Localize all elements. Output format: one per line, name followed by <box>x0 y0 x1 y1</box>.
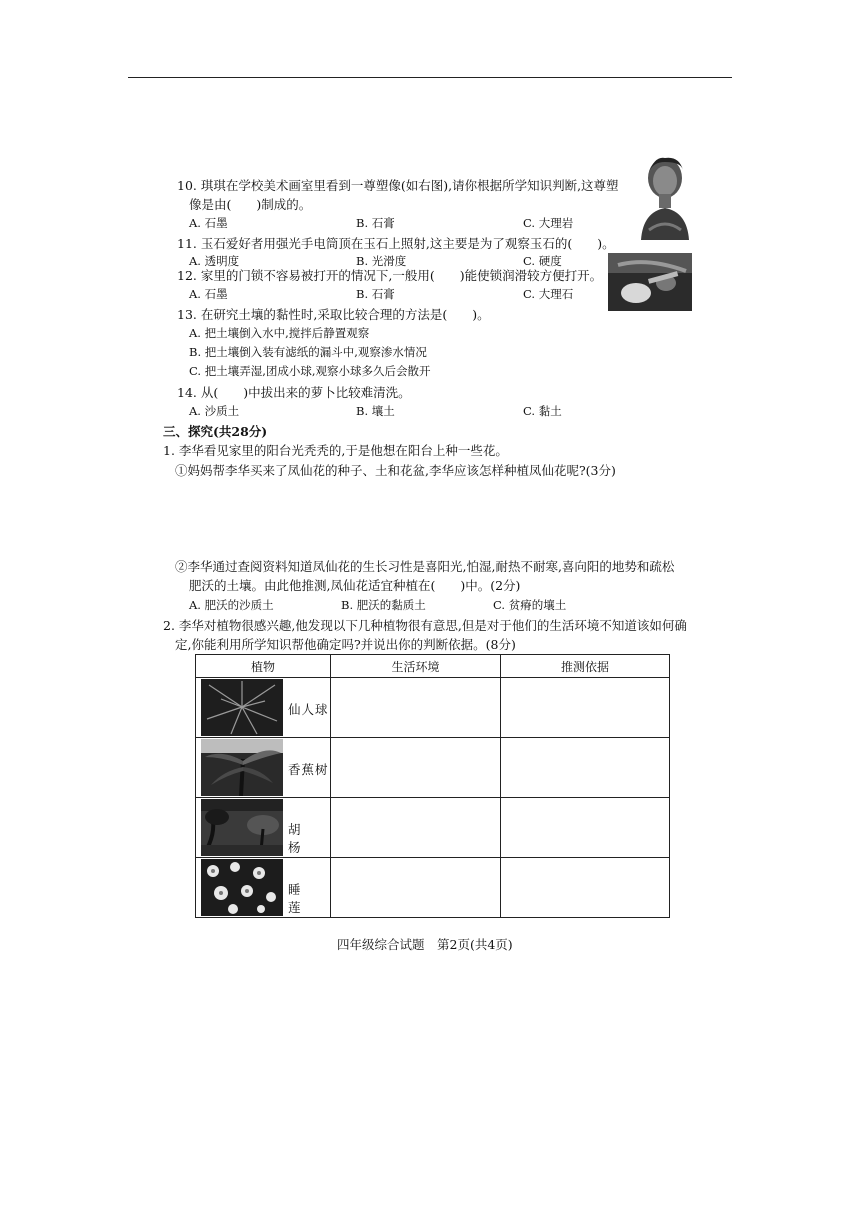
q10-stem-line1: 10. 琪琪在学校美术画室里看到一尊塑像(如右图),请你根据所学知识判断,这尊塑 <box>177 178 619 193</box>
q11-stem: 11. 玉石爱好者用强光手电筒顶在玉石上照射,这主要是为了观察玉石的( )。 <box>177 236 615 251</box>
problem-1-sub2-line1: ②李华通过查阅资料知道凤仙花的生长习性是喜阳光,怕湿,耐热不耐寒,喜向阳的地势和疏松 <box>175 559 675 574</box>
q13-option-c: C. 把土壤弄湿,团成小球,观察小球多久后会散开 <box>189 364 431 378</box>
banana-tree-photo <box>201 739 283 796</box>
header-plant: 植物 <box>196 655 331 678</box>
answer-cell-environment[interactable] <box>331 858 501 918</box>
lock-photo <box>608 253 692 311</box>
answer-cell-environment[interactable] <box>331 798 501 858</box>
answer-cell-basis[interactable] <box>501 858 670 918</box>
problem-1-sub2-line2: 肥沃的土壤。由此他推测,凤仙花适宜种植在( )中。(2分) <box>189 578 521 593</box>
problem-2-line2: 定,你能利用所学知识帮他确定吗?并说出你的判断依据。(8分) <box>175 637 516 652</box>
page-footer: 四年级综合试题 第2页(共4页) <box>337 937 513 952</box>
plant-cell-poplar <box>196 798 338 858</box>
q14-option-c: C. 黏土 <box>523 404 562 418</box>
q14-stem: 14. 从( )中拔出来的萝卜比较难清洗。 <box>177 385 411 400</box>
answer-cell-environment[interactable] <box>331 738 501 798</box>
q13-option-a: A. 把土壤倒入水中,搅拌后静置观察 <box>189 326 370 340</box>
q13-stem: 13. 在研究土壤的黏性时,采取比较合理的方法是( )。 <box>177 307 490 322</box>
plant-name-poplar: 胡 杨 <box>288 822 338 855</box>
plant-name-cactus: 仙人球 <box>288 702 329 717</box>
section-3-title: 三、探究(共28分) <box>163 424 268 439</box>
plant-name-banana: 香蕉树 <box>288 762 329 777</box>
plant-cell-banana <box>196 738 331 798</box>
header-basis: 推测依据 <box>501 655 670 678</box>
q10-option-b: B. 石膏 <box>356 216 395 230</box>
problem-1-sub1: ①妈妈帮李华买来了凤仙花的种子、土和花盆,李华应该怎样种植凤仙花呢?(3分) <box>175 463 616 478</box>
problem-1-sub2-option-b: B. 肥沃的黏质土 <box>341 598 426 612</box>
q11-option-c: C. 硬度 <box>523 254 562 268</box>
table-row <box>196 798 670 858</box>
q12-stem: 12. 家里的门锁不容易被打开的情况下,一般用( )能使锁润滑较方便打开。 <box>177 268 603 283</box>
q11-option-b: B. 光滑度 <box>356 254 407 268</box>
table-row <box>196 858 670 918</box>
statue-photo <box>635 154 691 240</box>
q10-option-c: C. 大理岩 <box>523 216 574 230</box>
problem-1-sub2-option-a: A. 肥沃的沙质土 <box>189 598 274 612</box>
top-rule <box>128 77 732 78</box>
q13-option-b: B. 把土壤倒入装有滤纸的漏斗中,观察渗水情况 <box>189 345 427 359</box>
q14-option-b: B. 壤土 <box>356 404 395 418</box>
table-row <box>196 678 670 738</box>
q12-option-b: B. 石膏 <box>356 287 395 301</box>
plant-cell-cactus <box>196 678 331 738</box>
answer-cell-basis[interactable] <box>501 738 670 798</box>
header-environment: 生活环境 <box>331 655 501 678</box>
table-header-row <box>196 655 670 678</box>
plant-cell-waterlily <box>196 858 338 918</box>
cactus-photo <box>201 679 283 736</box>
q11-option-a: A. 透明度 <box>189 254 240 268</box>
q12-option-c: C. 大理石 <box>523 287 574 301</box>
problem-2-line1: 2. 李华对植物很感兴趣,他发现以下几种植物很有意思,但是对于他们的生活环境不知道该如何确 <box>163 618 687 633</box>
q10-stem-line2: 像是由( )制成的。 <box>189 197 312 212</box>
q14-option-a: A. 沙质土 <box>189 404 240 418</box>
plant-environment-table <box>195 654 670 918</box>
table-row <box>196 738 670 798</box>
q12-option-a: A. 石墨 <box>189 287 228 301</box>
water-lily-photo <box>201 859 283 916</box>
answer-cell-basis[interactable] <box>501 678 670 738</box>
answer-cell-environment[interactable] <box>331 678 501 738</box>
answer-cell-basis[interactable] <box>501 798 670 858</box>
problem-1-sub2-option-c: C. 贫瘠的壤土 <box>493 598 567 612</box>
q10-option-a: A. 石墨 <box>189 216 228 230</box>
desert-poplar-photo <box>201 799 283 856</box>
plant-name-waterlily: 睡 莲 <box>288 882 338 915</box>
problem-1-intro: 1. 李华看见家里的阳台光秃秃的,于是他想在阳台上种一些花。 <box>163 443 508 458</box>
